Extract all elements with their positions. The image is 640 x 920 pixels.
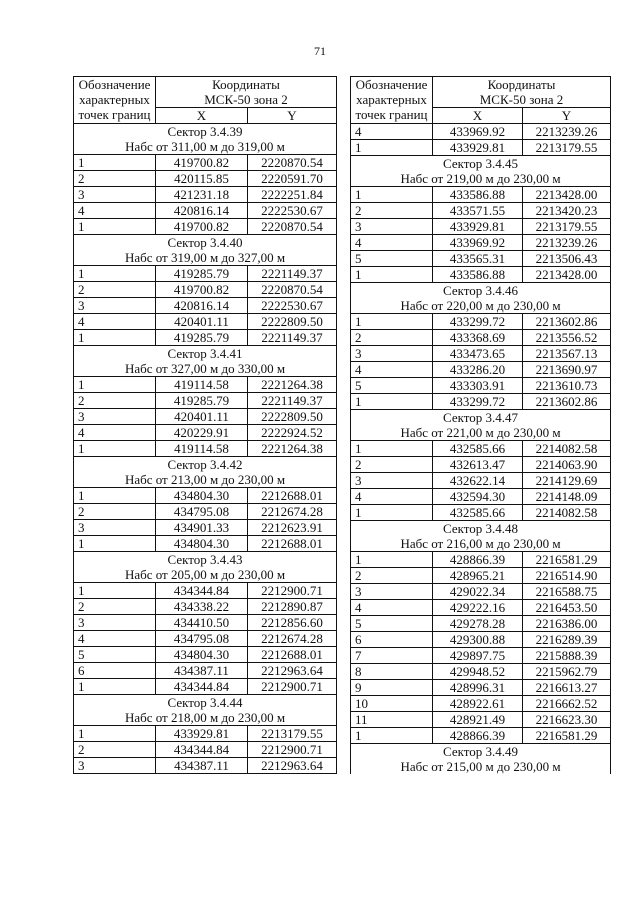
x-coordinate-cell: 419700.82 [156,219,248,235]
y-coordinate-cell: 2212674.28 [248,631,337,647]
y-coordinate-cell: 2220591.70 [248,171,337,187]
table-row [351,124,611,140]
point-number-cell: 1 [74,536,156,552]
point-number-cell: 1 [74,377,156,393]
table-row [351,473,611,489]
x-coordinate-cell: 434795.08 [156,504,248,520]
table-row [351,696,611,712]
point-number-cell: 4 [351,235,433,251]
y-coordinate-cell: 2212688.01 [248,488,337,504]
point-number-cell: 2 [74,171,156,187]
point-number-cell: 6 [351,632,433,648]
point-number-cell: 2 [74,504,156,520]
x-coordinate-cell: 429278.28 [433,616,523,632]
point-number-cell: 1 [74,679,156,695]
x-coordinate-cell: 419114.58 [156,441,248,457]
point-number-cell: 1 [351,140,433,156]
point-number-cell: 3 [74,409,156,425]
y-coordinate-cell: 2212688.01 [248,647,337,663]
table-row [351,648,611,664]
point-number-cell: 1 [351,552,433,568]
table-row [74,520,337,536]
point-number-cell: 1 [351,441,433,457]
y-coordinate-cell: 2220870.54 [248,155,337,171]
point-number-cell: 4 [351,489,433,505]
table-row [351,728,611,744]
x-coordinate-cell: 420401.11 [156,314,248,330]
point-number-cell: 4 [74,314,156,330]
x-coordinate-cell: 433299.72 [433,394,523,410]
point-number-cell: 3 [74,520,156,536]
y-coordinate-cell: 2221149.37 [248,266,337,282]
point-number-cell: 3 [351,584,433,600]
point-number-cell: 4 [74,631,156,647]
point-number-cell: 9 [351,680,433,696]
point-number-cell: 2 [351,457,433,473]
point-number-cell: 1 [351,728,433,744]
y-coordinate-cell: 2212623.91 [248,520,337,536]
x-coordinate-cell: 434344.84 [156,679,248,695]
sector-height-range: Набс от 205,00 м до 230,00 м [74,567,337,583]
x-coordinate-cell: 434344.84 [156,742,248,758]
sector-height-range: Набс от 311,00 м до 319,00 м [74,139,337,155]
point-number-cell: 2 [351,568,433,584]
x-coordinate-cell: 429897.75 [433,648,523,664]
x-coordinate-cell: 432594.30 [433,489,523,505]
point-number-cell: 2 [74,742,156,758]
table-row [74,409,337,425]
table-row [74,171,337,187]
point-number-cell: 3 [351,346,433,362]
table-row [351,457,611,473]
x-coordinate-cell: 433586.88 [433,187,523,203]
table-row [351,219,611,235]
table-row [74,219,337,235]
y-coordinate-cell: 2216613.27 [523,680,611,696]
y-coordinate-cell: 2216453.50 [523,600,611,616]
y-coordinate-cell: 2215962.79 [523,664,611,680]
table-row [351,441,611,457]
table-row [351,314,611,330]
y-coordinate-cell: 2213506.43 [523,251,611,267]
y-coordinate-cell: 2222530.67 [248,203,337,219]
point-number-cell: 1 [351,187,433,203]
x-coordinate-cell: 421231.18 [156,187,248,203]
table-row [74,282,337,298]
y-coordinate-cell: 2212963.64 [248,663,337,679]
sector-title: Сектор 3.4.43 [74,552,337,568]
x-coordinate-cell: 433303.91 [433,378,523,394]
table-row [74,742,337,758]
table-row [74,203,337,219]
x-coordinate-cell: 419285.79 [156,393,248,409]
x-coordinate-cell: 433929.81 [433,140,523,156]
x-coordinate-cell: 434901.33 [156,520,248,536]
header-x: X [433,108,523,124]
point-number-cell: 1 [74,488,156,504]
sector-title: Сектор 3.4.49 [351,744,611,760]
y-coordinate-cell: 2213690.97 [523,362,611,378]
y-coordinate-cell: 2213420.23 [523,203,611,219]
sector-height-range: Набс от 327,00 м до 330,00 м [74,361,337,377]
y-coordinate-cell: 2214082.58 [523,441,611,457]
y-coordinate-cell: 2213179.55 [523,140,611,156]
header-y: Y [523,108,611,124]
header-coordinates: Координаты МСК-50 зона 2 [156,77,337,108]
x-coordinate-cell: 434804.30 [156,536,248,552]
point-number-cell: 1 [74,266,156,282]
sector-title: Сектор 3.4.45 [351,156,611,172]
y-coordinate-cell: 2212900.71 [248,742,337,758]
x-coordinate-cell: 428922.61 [433,696,523,712]
x-coordinate-cell: 433929.81 [433,219,523,235]
sector-height-range: Набс от 219,00 м до 230,00 м [351,171,611,187]
y-coordinate-cell: 2213179.55 [248,726,337,742]
table-row [351,187,611,203]
x-coordinate-cell: 428921.49 [433,712,523,728]
point-number-cell: 11 [351,712,433,728]
y-coordinate-cell: 2216386.00 [523,616,611,632]
point-number-cell: 3 [74,187,156,203]
sector-title: Сектор 3.4.48 [351,521,611,537]
table-row [74,425,337,441]
x-coordinate-cell: 433473.65 [433,346,523,362]
x-coordinate-cell: 434338.22 [156,599,248,615]
y-coordinate-cell: 2221149.37 [248,330,337,346]
x-coordinate-cell: 434804.30 [156,647,248,663]
y-coordinate-cell: 2214148.09 [523,489,611,505]
point-number-cell: 10 [351,696,433,712]
table-row [351,584,611,600]
point-number-cell: 1 [351,267,433,283]
table-row [74,679,337,695]
x-coordinate-cell: 434387.11 [156,663,248,679]
header-point-designation: Обозначение характерных точек границ [74,77,156,124]
table-row [74,330,337,346]
table-row [74,488,337,504]
y-coordinate-cell: 2220870.54 [248,219,337,235]
y-coordinate-cell: 2214129.69 [523,473,611,489]
point-number-cell: 1 [351,505,433,521]
y-coordinate-cell: 2212900.71 [248,583,337,599]
x-coordinate-cell: 432585.66 [433,441,523,457]
table-row [74,726,337,742]
x-coordinate-cell: 420115.85 [156,171,248,187]
y-coordinate-cell: 2222924.52 [248,425,337,441]
y-coordinate-cell: 2216289.39 [523,632,611,648]
table-row [74,441,337,457]
x-coordinate-cell: 420816.14 [156,203,248,219]
point-number-cell: 3 [74,758,156,774]
x-coordinate-cell: 429222.16 [433,600,523,616]
point-number-cell: 1 [74,219,156,235]
table-row [351,394,611,410]
table-row [74,536,337,552]
table-row [351,235,611,251]
point-number-cell: 2 [74,393,156,409]
table-row [351,346,611,362]
table-row [74,663,337,679]
x-coordinate-cell: 419285.79 [156,330,248,346]
table-row [351,680,611,696]
y-coordinate-cell: 2213556.52 [523,330,611,346]
x-coordinate-cell: 433586.88 [433,267,523,283]
sector-height-range: Набс от 220,00 м до 230,00 м [351,298,611,314]
x-coordinate-cell: 433571.55 [433,203,523,219]
y-coordinate-cell: 2221149.37 [248,393,337,409]
y-coordinate-cell: 2213602.86 [523,394,611,410]
coordinates-table-right [350,76,611,774]
point-number-cell: 5 [74,647,156,663]
y-coordinate-cell: 2212674.28 [248,504,337,520]
x-coordinate-cell: 433368.69 [433,330,523,346]
header-coordinates: Координаты МСК-50 зона 2 [433,77,611,108]
table-row [74,377,337,393]
table-row [74,615,337,631]
y-coordinate-cell: 2216581.29 [523,552,611,568]
point-number-cell: 1 [74,726,156,742]
point-number-cell: 2 [74,599,156,615]
table-row [351,616,611,632]
y-coordinate-cell: 2213179.55 [523,219,611,235]
sector-height-range: Набс от 216,00 м до 230,00 м [351,536,611,552]
sector-title: Сектор 3.4.40 [74,235,337,251]
table-row [351,203,611,219]
table-row [351,664,611,680]
table-row [351,267,611,283]
x-coordinate-cell: 420816.14 [156,298,248,314]
point-number-cell: 2 [351,203,433,219]
sector-title: Сектор 3.4.47 [351,410,611,426]
table-row [351,600,611,616]
y-coordinate-cell: 2215888.39 [523,648,611,664]
x-coordinate-cell: 428866.39 [433,552,523,568]
x-coordinate-cell: 429300.88 [433,632,523,648]
table-row [74,393,337,409]
x-coordinate-cell: 433299.72 [433,314,523,330]
x-coordinate-cell: 428866.39 [433,728,523,744]
table-row [351,378,611,394]
point-number-cell: 5 [351,616,433,632]
y-coordinate-cell: 2216581.29 [523,728,611,744]
point-number-cell: 1 [74,441,156,457]
sector-title: Сектор 3.4.42 [74,457,337,473]
point-number-cell: 3 [74,298,156,314]
x-coordinate-cell: 432622.14 [433,473,523,489]
x-coordinate-cell: 433286.20 [433,362,523,378]
y-coordinate-cell: 2222530.67 [248,298,337,314]
page-number: 71 [314,44,326,58]
x-coordinate-cell: 420229.91 [156,425,248,441]
sector-title: Сектор 3.4.46 [351,283,611,299]
point-number-cell: 8 [351,664,433,680]
y-coordinate-cell: 2221264.38 [248,377,337,393]
table-row [351,568,611,584]
y-coordinate-cell: 2213239.26 [523,124,611,140]
x-coordinate-cell: 432585.66 [433,505,523,521]
table-row [351,712,611,728]
x-coordinate-cell: 428965.21 [433,568,523,584]
table-row [74,187,337,203]
table-row [74,631,337,647]
point-number-cell: 1 [351,394,433,410]
table-row [74,298,337,314]
point-number-cell: 3 [351,219,433,235]
y-coordinate-cell: 2212900.71 [248,679,337,695]
y-coordinate-cell: 2212856.60 [248,615,337,631]
x-coordinate-cell: 434804.30 [156,488,248,504]
y-coordinate-cell: 2212890.87 [248,599,337,615]
coordinates-table-left [73,76,337,774]
sector-height-range: Набс от 319,00 м до 327,00 м [74,250,337,266]
y-coordinate-cell: 2216623.30 [523,712,611,728]
x-coordinate-cell: 419700.82 [156,155,248,171]
table-row [351,552,611,568]
x-coordinate-cell: 434410.50 [156,615,248,631]
table-row [74,599,337,615]
y-coordinate-cell: 2212688.01 [248,536,337,552]
sector-height-range: Набс от 221,00 м до 230,00 м [351,425,611,441]
point-number-cell: 3 [74,615,156,631]
x-coordinate-cell: 433969.92 [433,124,523,140]
table-row [74,504,337,520]
header-y: Y [248,108,337,124]
y-coordinate-cell: 2213610.73 [523,378,611,394]
y-coordinate-cell: 2216514.90 [523,568,611,584]
table-body-left [74,124,337,774]
point-number-cell: 1 [74,583,156,599]
y-coordinate-cell: 2220870.54 [248,282,337,298]
y-coordinate-cell: 2212963.64 [248,758,337,774]
point-number-cell: 5 [351,378,433,394]
x-coordinate-cell: 419285.79 [156,266,248,282]
sector-height-range: Набс от 215,00 м до 230,00 м [351,759,611,774]
x-coordinate-cell: 429022.34 [433,584,523,600]
point-number-cell: 1 [351,314,433,330]
point-number-cell: 4 [74,425,156,441]
y-coordinate-cell: 2213428.00 [523,267,611,283]
table-row [351,489,611,505]
table-row [351,505,611,521]
x-coordinate-cell: 434387.11 [156,758,248,774]
table-row [351,330,611,346]
point-number-cell: 4 [351,600,433,616]
table-row [74,266,337,282]
point-number-cell: 4 [351,124,433,140]
y-coordinate-cell: 2213428.00 [523,187,611,203]
y-coordinate-cell: 2216662.52 [523,696,611,712]
x-coordinate-cell: 433969.92 [433,235,523,251]
sector-title: Сектор 3.4.41 [74,346,337,362]
x-coordinate-cell: 434795.08 [156,631,248,647]
point-number-cell: 1 [74,155,156,171]
x-coordinate-cell: 428996.31 [433,680,523,696]
sector-title: Сектор 3.4.44 [74,695,337,711]
table-body-right [351,124,611,775]
x-coordinate-cell: 419114.58 [156,377,248,393]
x-coordinate-cell: 432613.47 [433,457,523,473]
point-number-cell: 2 [351,330,433,346]
point-number-cell: 5 [351,251,433,267]
table-row [74,758,337,774]
x-coordinate-cell: 420401.11 [156,409,248,425]
table-row [74,155,337,171]
table-row [351,251,611,267]
y-coordinate-cell: 2222809.50 [248,314,337,330]
table-row [351,140,611,156]
table-row [74,583,337,599]
header-point-designation: Обозначение характерных точек границ [351,77,433,124]
y-coordinate-cell: 2213239.26 [523,235,611,251]
x-coordinate-cell: 434344.84 [156,583,248,599]
y-coordinate-cell: 2221264.38 [248,441,337,457]
x-coordinate-cell: 433929.81 [156,726,248,742]
y-coordinate-cell: 2216588.75 [523,584,611,600]
y-coordinate-cell: 2213602.86 [523,314,611,330]
point-number-cell: 1 [74,330,156,346]
table-row [74,314,337,330]
point-number-cell: 4 [74,203,156,219]
x-coordinate-cell: 419700.82 [156,282,248,298]
y-coordinate-cell: 2222251.84 [248,187,337,203]
x-coordinate-cell: 433565.31 [433,251,523,267]
table-row [74,647,337,663]
sector-height-range: Набс от 218,00 м до 230,00 м [74,710,337,726]
y-coordinate-cell: 2213567.13 [523,346,611,362]
y-coordinate-cell: 2214082.58 [523,505,611,521]
table-row [351,632,611,648]
y-coordinate-cell: 2222809.50 [248,409,337,425]
table-row [351,362,611,378]
sector-height-range: Набс от 213,00 м до 230,00 м [74,472,337,488]
header-x: X [156,108,248,124]
point-number-cell: 2 [74,282,156,298]
y-coordinate-cell: 2214063.90 [523,457,611,473]
point-number-cell: 3 [351,473,433,489]
point-number-cell: 7 [351,648,433,664]
sector-title: Сектор 3.4.39 [74,124,337,140]
point-number-cell: 6 [74,663,156,679]
x-coordinate-cell: 429948.52 [433,664,523,680]
point-number-cell: 4 [351,362,433,378]
